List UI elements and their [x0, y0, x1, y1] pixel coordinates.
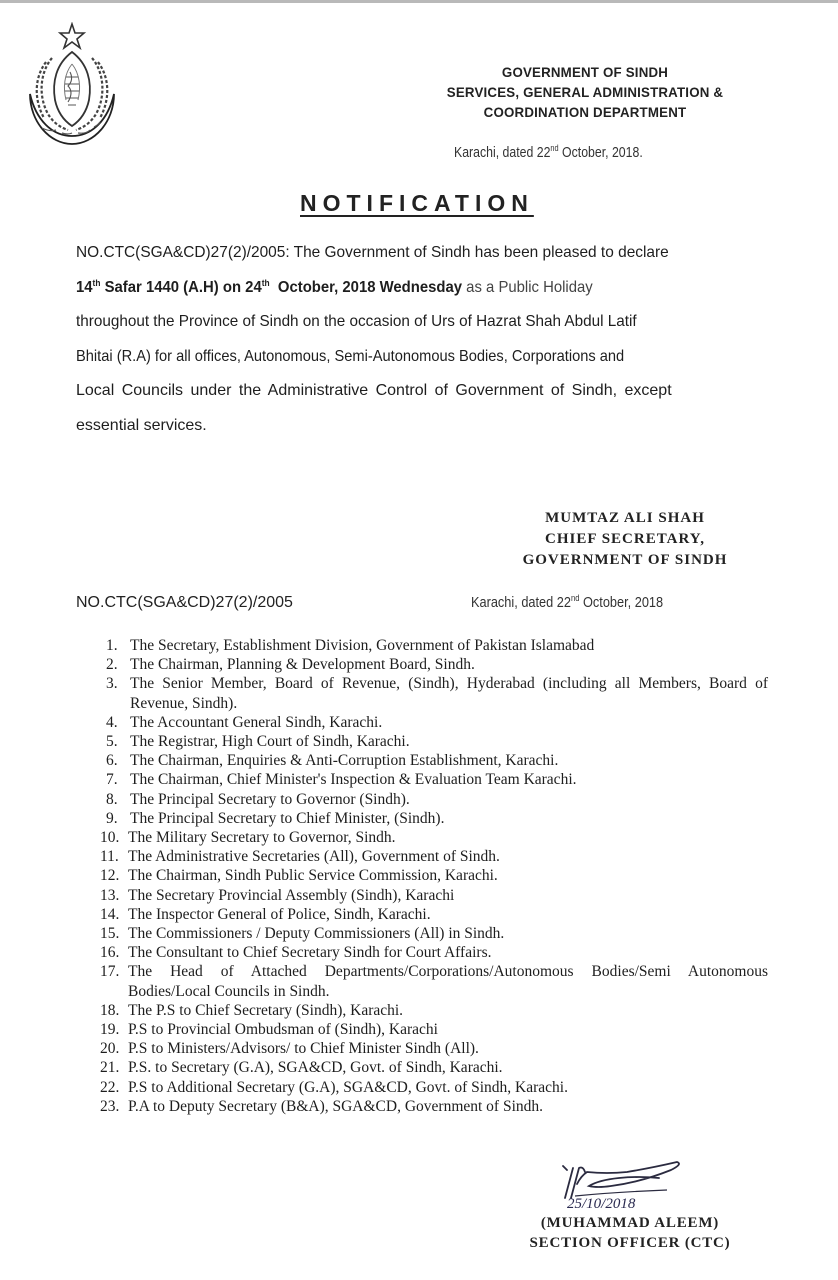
header-date	[454, 144, 643, 161]
body-line-1: NO.CTC(SGA&CD)27(2)/2005: The Government of Sindh has been pleased to declare	[76, 244, 669, 261]
signatory-designation: CHIEF SECRETARY,	[545, 531, 705, 547]
item-number: 3.	[106, 675, 118, 693]
body-line-5: Local Councils under the Administrative Control of Government of Sindh, except	[76, 382, 672, 399]
header-line-1: GOVERNMENT OF SINDH	[501, 64, 669, 80]
department-header	[390, 62, 780, 122]
item-number: 10.	[100, 829, 120, 847]
item-text: P.A to Deputy Secretary (B&A), SGA&CD, Government of Sindh.	[128, 1097, 544, 1115]
list-item	[100, 886, 780, 905]
item-number: 9.	[106, 809, 118, 827]
item-text: The Principal Secretary to Governor (Sindh).	[130, 790, 410, 808]
notification-body	[76, 236, 770, 443]
item-number: 19.	[100, 1021, 120, 1039]
hijri-day: 14	[76, 278, 93, 296]
item-number: 5.	[106, 733, 118, 751]
date-day: 22	[536, 144, 551, 161]
page-top-edge	[0, 0, 838, 3]
item-number: 18.	[100, 1001, 120, 1019]
list-item	[100, 1078, 780, 1097]
item-number: 4.	[106, 713, 118, 731]
list-item	[100, 770, 780, 789]
gregorian-date-text: October, 2018 Wednesday	[269, 278, 463, 296]
date-day: 22	[556, 594, 571, 611]
list-item	[100, 1039, 780, 1058]
gregorian-day-suffix: th	[261, 277, 270, 288]
date-rest: October, 2018.	[558, 144, 643, 161]
list-item	[100, 751, 780, 770]
notification-title: NOTIFICATION	[300, 190, 534, 216]
list-item	[100, 962, 780, 1000]
item-number: 12.	[100, 867, 120, 885]
item-number: 16.	[100, 944, 120, 962]
copy-reference-date	[471, 594, 663, 611]
body-line-2	[76, 271, 721, 306]
list-item	[100, 1097, 780, 1116]
list-item	[100, 809, 780, 828]
item-number: 7.	[106, 771, 118, 789]
list-item	[100, 828, 780, 847]
list-item	[100, 1001, 780, 1020]
item-text: The Commissioners / Deputy Commissioners (All) in Sindh.	[128, 925, 505, 943]
item-text: The Chairman, Enquiries & Anti-Corruption Establishment, Karachi.	[130, 752, 559, 770]
signatory-office: GOVERNMENT OF SINDH	[522, 552, 728, 568]
item-text: P.S to Ministers/Advisors/ to Chief Minister Sindh (All).	[128, 1040, 479, 1058]
date-prefix: Karachi, dated	[471, 594, 557, 611]
item-text: The Secretary, Establishment Division, Government of Pakistan Islamabad	[130, 637, 595, 654]
hijri-day-suffix: th	[92, 277, 101, 288]
item-number: 23.	[100, 1097, 120, 1115]
list-item	[100, 1020, 780, 1039]
item-text: The Secretary Provincial Assembly (Sindh), Karachi	[128, 886, 455, 904]
item-text: The Chairman, Planning & Development Board, Sindh.	[130, 656, 475, 674]
item-text: The Military Secretary to Governor, Sindh.	[128, 829, 396, 847]
item-number: 13.	[100, 886, 120, 904]
item-text: P.S to Provincial Ombudsman of (Sindh), Karachi	[128, 1021, 438, 1039]
item-number: 17.	[100, 963, 120, 981]
officer-name: (MUHAMMAD ALEEM)	[540, 1215, 720, 1231]
signatory-name: MUMTAZ ALI SHAH	[545, 510, 705, 526]
header-line-2: SERVICES, GENERAL ADMINISTRATION &	[446, 84, 724, 100]
item-text: The Inspector General of Police, Sindh, Karachi.	[128, 905, 431, 923]
item-text: The Registrar, High Court of Sindh, Karachi.	[130, 733, 410, 751]
hijri-date-text: Safar 1440 (A.H) on 24	[100, 278, 262, 296]
item-number: 8.	[106, 790, 118, 808]
item-text: The Administrative Secretaries (All), Government of Sindh.	[128, 848, 500, 866]
item-number: 22.	[100, 1078, 120, 1096]
date-suffix: nd	[570, 593, 580, 603]
date-rest: October, 2018	[579, 594, 664, 611]
list-item	[100, 713, 780, 732]
item-text: The Head of Attached Departments/Corporations/Autonomous Bodies/Semi Autonomous Bodies/Local Councils in Sindh.	[128, 963, 768, 1000]
item-text: The Chairman, Chief Minister's Inspection & Evaluation Team Karachi.	[130, 771, 577, 789]
item-text: The Principal Secretary to Chief Minister, (Sindh).	[130, 809, 445, 827]
date-suffix: nd	[550, 143, 559, 153]
item-number: 2.	[106, 656, 118, 674]
date-prefix: Karachi, dated	[454, 144, 537, 161]
holiday-text: as a Public Holiday	[462, 278, 593, 296]
list-item	[100, 866, 780, 885]
government-of-sindh-emblem-icon	[22, 22, 122, 150]
list-item	[100, 636, 780, 655]
item-text: P.S. to Secretary (G.A), SGA&CD, Govt. of Sindh, Karachi.	[128, 1059, 503, 1077]
body-line-6: essential services.	[76, 416, 207, 434]
section-officer-signature-block	[500, 1213, 760, 1253]
list-item	[100, 847, 780, 866]
list-item	[100, 655, 780, 674]
item-text: The Consultant to Chief Secretary Sindh for Court Affairs.	[128, 944, 492, 962]
list-item	[100, 1058, 780, 1077]
signature-date: 25/10/2018	[567, 1196, 636, 1212]
item-number: 14.	[100, 905, 120, 923]
item-text: The P.S to Chief Secretary (Sindh), Karachi.	[128, 1001, 404, 1019]
item-text: The Accountant General Sindh, Karachi.	[130, 713, 383, 731]
item-number: 11.	[100, 848, 119, 866]
item-number: 21.	[100, 1059, 120, 1077]
list-item	[100, 790, 780, 809]
body-line-3: throughout the Province of Sindh on the occasion of Urs of Hazrat Shah Abdul Latif	[76, 313, 637, 330]
item-number: 15.	[100, 925, 120, 943]
item-number: 20.	[100, 1040, 120, 1058]
list-item	[100, 674, 780, 712]
list-item	[100, 943, 780, 962]
item-text: The Senior Member, Board of Revenue, (Sindh), Hyderabad (including all Members, Board of Revenue, Sindh).	[130, 675, 768, 712]
officer-designation: SECTION OFFICER (CTC)	[529, 1235, 731, 1251]
body-line-4: Bhitai (R.A) for all offices, Autonomous, Semi-Autonomous Bodies, Corporations and	[76, 347, 625, 365]
copy-reference-number: NO.CTC(SGA&CD)27(2)/2005	[76, 594, 293, 611]
item-number: 1.	[106, 637, 118, 654]
item-text: P.S to Additional Secretary (G.A), SGA&CD, Govt. of Sindh, Karachi.	[128, 1078, 568, 1096]
distribution-list	[100, 636, 780, 1116]
list-item	[100, 924, 780, 943]
item-number: 6.	[106, 752, 118, 770]
item-text: The Chairman, Sindh Public Service Commission, Karachi.	[128, 867, 498, 885]
list-item	[100, 732, 780, 751]
list-item	[100, 905, 780, 924]
chief-secretary-signature-block	[500, 508, 750, 571]
header-line-3: COORDINATION DEPARTMENT	[483, 104, 687, 120]
